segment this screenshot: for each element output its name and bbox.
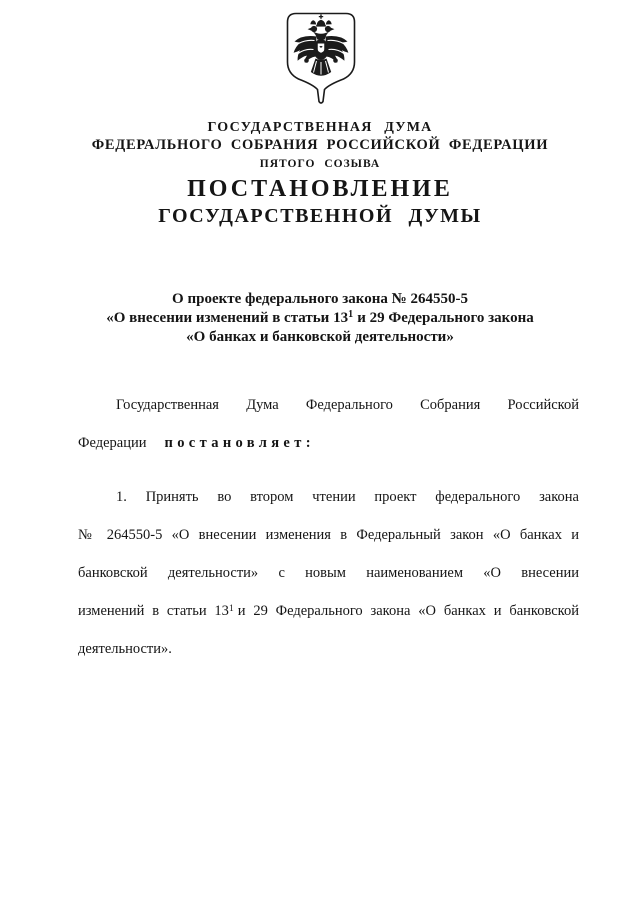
- double-headed-eagle-icon: [286, 12, 356, 106]
- resolution-body: [78, 386, 579, 668]
- clause-1-line-4-rest: и 29 Федерального закона «О банках и банковской: [237, 603, 579, 619]
- clause-1-line-2: № 264550-5 «О внесении изменения в Федеральный закон «О банках и: [78, 527, 579, 543]
- preamble-line-1: Государственная Дума Федерального Собрания Российской: [116, 397, 579, 413]
- preamble-word: Федерации: [78, 435, 147, 451]
- clause-1-line-4: [78, 592, 579, 630]
- preamble-paragraph: [78, 386, 579, 462]
- article-superscript: 1: [348, 309, 354, 320]
- clause-1-paragraph: [78, 478, 579, 668]
- subject-line-1: О проекте федерального закона № 264550-5: [172, 291, 468, 307]
- coat-of-arms-emblem: [286, 12, 356, 106]
- subject-line-2-text: «О внесении изменений в статьи 13: [106, 310, 349, 326]
- letterhead-assembly: ФЕДЕРАЛЬНОГО СОБРАНИЯ РОССИЙСКОЙ ФЕДЕРАЦИИ: [91, 137, 549, 153]
- subject-heading: [40, 290, 600, 347]
- subject-line-2: [40, 309, 600, 328]
- subject-line-2-rest: и 29 Федерального закона: [357, 310, 534, 326]
- article-superscript: 1: [228, 604, 234, 614]
- resolves-keyword: постановляет:: [164, 435, 315, 451]
- preamble-line-2: [78, 424, 579, 462]
- title-duma: ГОСУДАРСТВЕННОЙ ДУМЫ: [158, 205, 482, 227]
- clause-1-line-3: банковской деятельности» с новым наименованием «О внесении: [78, 565, 579, 581]
- document-title: [0, 176, 640, 228]
- subject-line-3: «О банках и банковской деятельности»: [186, 329, 454, 345]
- clause-1-line-1: 1. Принять во втором чтении проект федерального закона: [116, 489, 579, 505]
- clause-1-line-5: деятельности».: [78, 641, 172, 657]
- letterhead: [0, 119, 640, 172]
- title-resolution: ПОСТАНОВЛЕНИЕ: [187, 176, 453, 202]
- clause-1-line-4-text: изменений в статьи 13: [78, 603, 229, 619]
- letterhead-institution: ГОСУДАРСТВЕННАЯ ДУМА: [207, 120, 433, 135]
- letterhead-convocation: ПЯТОГО СОЗЫВА: [259, 158, 381, 170]
